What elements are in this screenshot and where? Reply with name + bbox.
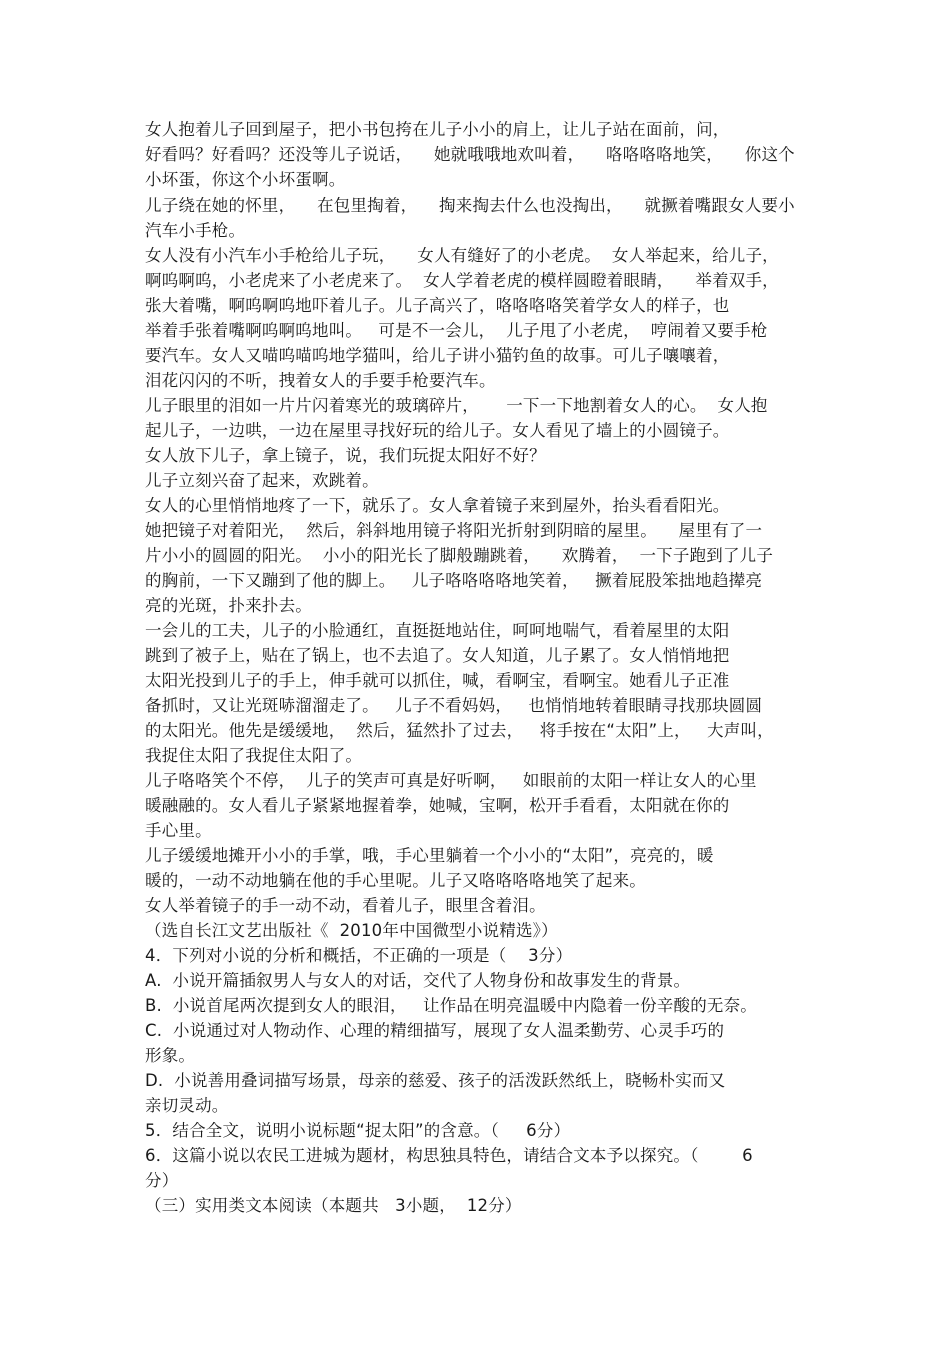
text-line: 女人抱着儿子回到屋子，把小书包挎在儿子小小的肩上，让儿子站在面前，问， xyxy=(145,120,730,139)
text-line: 汽车小手枪。 xyxy=(145,221,246,240)
option-d-continued: 亲切灵动。 xyxy=(145,1096,229,1115)
text-line: 女人的心里悄悄地疼了一下，就乐了。女人拿着镜子来到屋外，抬头看看阳光。 xyxy=(145,496,730,515)
text-line: 儿子缓缓地摊开小小的手掌，哦，手心里躺着一个小小的“太阳”，亮亮的，暖 xyxy=(145,846,714,865)
question-6-continued: 分） xyxy=(145,1171,179,1190)
text-line: 的太阳光。他先是缓缓地， 然后，猛然扑了过去， 将手按在“太阳”上， 大声叫， xyxy=(145,721,774,740)
text-line: 要汽车。女人又喵呜喵呜地学猫叫，给儿子讲小猫钓鱼的故事。可儿子嚷嚷着， xyxy=(145,346,730,365)
option-c-continued: 形象。 xyxy=(145,1046,196,1065)
option-d: D. 小说善用叠词描写场景，母亲的慈爱、孩子的活泼跃然纸上，晓畅朴实而又 xyxy=(145,1071,726,1090)
text-line: 备抓时，又让光斑哧溜溜走了。 儿子不看妈妈， 也悄悄地转着眼睛寻找那块圆圆 xyxy=(145,696,763,715)
text-line: 小坏蛋，你这个小坏蛋啊。 xyxy=(145,170,346,189)
text-line: 一会儿的工夫，儿子的小脸通红，直挺挺地站住，呵呵地喘气，看着屋里的太阳 xyxy=(145,621,730,640)
text-line: 的胸前，一下又蹦到了他的脚上。 儿子咯咯咯咯地笑着， 撅着屁股笨拙地趋撵亮 xyxy=(145,571,763,590)
text-line: 起儿子，一边哄，一边在屋里寻找好玩的给儿子。女人看见了墙上的小圆镜子。 xyxy=(145,421,730,440)
question-6: 6．这篇小说以农民工进城为题材，构思独具特色，请结合文本予以探究。（ 6 xyxy=(145,1146,753,1165)
section-heading: （三）实用类文本阅读（本题共 3小题， 12分） xyxy=(145,1196,522,1215)
text-line: 跳到了被子上，贴在了锅上，也不去追了。女人知道，儿子累了。女人悄悄地把 xyxy=(145,646,730,665)
text-line: 儿子眼里的泪如一片片闪着寒光的玻璃碎片， 一下一下地割着女人的心。 女人抱 xyxy=(145,396,768,415)
text-line: 片小小的圆圆的阳光。 小小的阳光长了脚般蹦跳着， 欢腾着， 一下子跑到了儿子 xyxy=(145,546,774,565)
question-4: 4．下列对小说的分析和概括，不正确的一项是（ 3分） xyxy=(145,946,573,965)
text-line: 她把镜子对着阳光， 然后，斜斜地用镜子将阳光折射到阴暗的屋里。 屋里有了一 xyxy=(145,521,763,540)
text-line: 女人没有小汽车小手枪给儿子玩， 女人有缝好了的小老虎。 女人举起来，给儿子， xyxy=(145,246,779,265)
text-line: 亮的光斑，扑来扑去。 xyxy=(145,596,312,615)
option-c: C. 小说通过对人物动作、心理的精细描写，展现了女人温柔勤劳、心灵手巧的 xyxy=(145,1021,725,1040)
text-line: 手心里。 xyxy=(145,821,212,840)
text-line: 暖的，一动不动地躺在他的手心里呢。儿子又咯咯咯咯地笑了起来。 xyxy=(145,871,646,890)
text-line: 张大着嘴，啊呜啊呜地吓着儿子。儿子高兴了，咯咯咯咯笑着学女人的样子，也 xyxy=(145,296,730,315)
text-line: 举着手张着嘴啊呜啊呜地叫。 可是不一会儿， 儿子甩了小老虎， 哼闹着又要手枪 xyxy=(145,321,768,340)
source-citation: （选自长江文艺出版社《 2010年中国微型小说精选》） xyxy=(145,921,558,940)
option-a: A. 小说开篇插叙男人与女人的对话，交代了人物身份和故事发生的背景。 xyxy=(145,971,691,990)
text-line: 太阳光投到儿子的手上，伸手就可以抓住，喊，看啊宝，看啊宝。她看儿子正准 xyxy=(145,671,730,690)
text-line: 儿子绕在她的怀里， 在包里掏着， 掏来掏去什么也没掏出， 就撅着嘴跟女人要小 xyxy=(145,196,795,215)
question-5: 5．结合全文，说明小说标题“捉太阳”的含意。（ 6分） xyxy=(145,1121,571,1140)
text-line: 女人举着镜子的手一动不动，看着儿子，眼里含着泪。 xyxy=(145,896,546,915)
text-line: 泪花闪闪的不听，拽着女人的手要手枪要汽车。 xyxy=(145,371,496,390)
option-b: B. 小说首尾两次提到女人的眼泪， 让作品在明亮温暖中内隐着一份辛酸的无奈。 xyxy=(145,996,757,1015)
text-line: 儿子立刻兴奋了起来，欢跳着。 xyxy=(145,471,379,490)
text-line: 女人放下儿子，拿上镜子，说，我们玩捉太阳好不好？ xyxy=(145,446,546,465)
text-line: 啊呜啊呜，小老虎来了小老虎来了。 女人学着老虎的模样圆瞪着眼睛， 举着双手， xyxy=(145,271,779,290)
text-line: 我捉住太阳了我捉住太阳了。 xyxy=(145,746,363,765)
text-line: 暖融融的。女人看儿子紧紧地握着拳，她喊，宝啊，松开手看看，太阳就在你的 xyxy=(145,796,730,815)
text-line: 好看吗？好看吗？还没等儿子说话， 她就哦哦地欢叫着， 咯咯咯咯地笑， 你这个 xyxy=(145,145,795,164)
text-line: 儿子咯咯笑个不停， 儿子的笑声可真是好听啊， 如眼前的太阳一样让女人的心里 xyxy=(145,771,757,790)
